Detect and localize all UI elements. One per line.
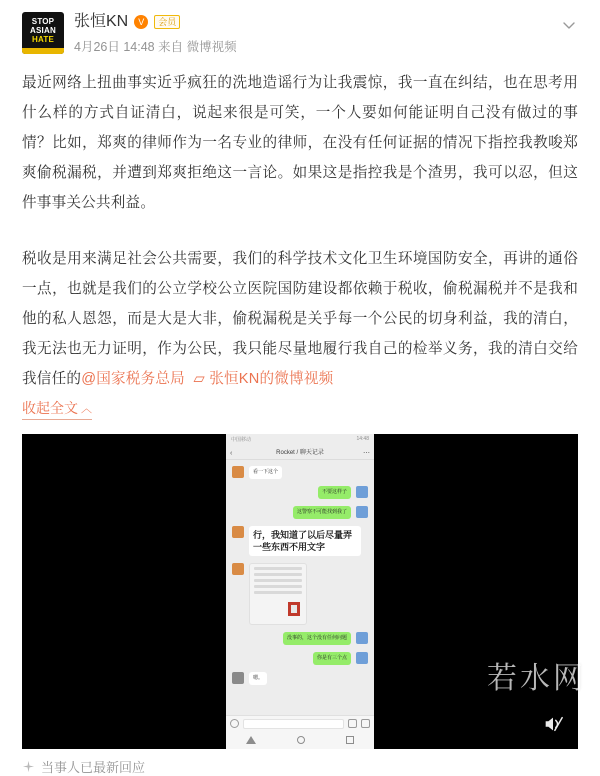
status-clock: 14:48 <box>356 436 369 442</box>
avatar-line-3: HATE <box>32 35 54 44</box>
header-text-block <box>74 10 578 55</box>
post-paragraph-1: 最近网络上扭曲事实近乎疯狂的洗地造谣行为让我震惊，我一直在纠结，也在思考用什么样的方式自证清白，说起来很是可笑，一个人要如何能证明自己没有做过的事情？比如，郑爽的律师作为一名专业的律师，在没有任何证据的情况下指控我教唆郑爽偷税漏税，并遭到郑爽拒绝这一言论。如果这是指控我是个渣男，我可以忍，但这件事事关公共利益。 <box>22 75 578 211</box>
chevron-up-icon: ︿ <box>81 403 92 415</box>
nav-home-circle-icon[interactable] <box>297 736 305 744</box>
plus-square-icon[interactable] <box>361 719 370 728</box>
club-badge[interactable]: 会员 <box>154 15 180 29</box>
topic-label: 张恒KN的微博视频 <box>209 371 334 387</box>
nav-recents-square-icon[interactable] <box>346 736 354 744</box>
verified-v-icon[interactable]: V <box>134 15 148 29</box>
chat-title: Rocket / 聊天记录 <box>276 450 324 456</box>
sound-off-icon[interactable] <box>542 713 564 735</box>
chat-message-row <box>232 486 368 499</box>
sparkle-icon <box>22 760 35 773</box>
post-source-prefix: 来自 <box>158 40 184 54</box>
topic-link[interactable] <box>193 371 333 387</box>
chat-message-row <box>232 563 368 625</box>
avatar[interactable] <box>22 12 64 54</box>
chat-bubble: 这警察不可能找到我了 <box>293 506 351 519</box>
video-player[interactable] <box>22 434 578 749</box>
image-line <box>254 585 302 588</box>
avatar <box>356 506 368 518</box>
more-dots-icon[interactable]: ⋯ <box>363 450 370 457</box>
chat-bubble-image[interactable] <box>249 563 307 625</box>
phone-status-bar <box>226 434 374 446</box>
image-line <box>254 579 302 582</box>
chat-message-row <box>232 672 368 685</box>
chat-bubble: 嗯。 <box>249 672 267 685</box>
image-line <box>254 573 302 576</box>
avatar <box>232 526 244 538</box>
chat-bubble: 你是有三个点 <box>313 652 351 665</box>
post-date: 4月26日 14:48 <box>74 40 155 54</box>
chat-title-bar <box>226 446 374 460</box>
post-meta <box>74 39 578 55</box>
author-row <box>74 11 578 33</box>
avatar <box>232 466 244 478</box>
post-source-name[interactable]: 微博视频 <box>186 40 237 54</box>
chat-message-list <box>226 460 374 715</box>
chat-bubble: 看一下这个 <box>249 466 282 479</box>
avatar <box>356 486 368 498</box>
footer-label: 当事人已最新回应 <box>41 760 146 775</box>
chevron-down-icon[interactable] <box>560 16 578 34</box>
collapse-label: 收起全文 <box>22 400 78 416</box>
paragraph-spacer <box>22 218 578 244</box>
watermark: 若水网 <box>487 662 586 695</box>
video-topic-icon: ▱ <box>193 370 205 387</box>
video-frame-content <box>226 434 374 749</box>
avatar-line-2: ASIAN <box>30 26 56 35</box>
back-arrow-icon[interactable]: ‹ <box>230 450 233 457</box>
avatar <box>232 672 244 684</box>
post-header <box>22 10 578 62</box>
avatar <box>232 563 244 575</box>
status-carrier: 中国移动 <box>231 437 252 443</box>
emoji-square-icon[interactable] <box>348 719 357 728</box>
chat-input-bar[interactable] <box>226 715 374 731</box>
chat-bubble-highlighted: 行，我知道了以后尽量弄一些东西不用文字 <box>249 526 361 556</box>
image-line <box>254 567 302 570</box>
avatar <box>356 652 368 664</box>
image-stamp <box>288 602 300 616</box>
image-line <box>254 591 302 594</box>
chat-bubble: 不要这样子 <box>318 486 351 499</box>
post-paragraph-2 <box>22 244 578 394</box>
post-content <box>22 68 578 394</box>
avatar <box>356 632 368 644</box>
collapse-full-text-button[interactable] <box>22 398 92 420</box>
chat-message-row <box>232 466 368 479</box>
chat-input[interactable] <box>243 719 344 729</box>
chat-message-row <box>232 632 368 645</box>
nav-back-triangle-icon[interactable] <box>246 736 256 744</box>
chat-bubble: 没事的，这个没有任何问题 <box>283 632 351 645</box>
phone-nav-bar <box>226 731 374 749</box>
mention-link[interactable]: @国家税务总局 <box>81 371 185 387</box>
chat-message-row <box>232 652 368 665</box>
avatar-stripe <box>22 48 64 54</box>
post-paragraph-2-text: 税收是用来满足社会公共需要，我们的科学技术文化卫生环境国防安全，再讲的通俗一点，也就是我们的公立学校公立医院国防建设都依赖于税收，偷税漏税并不是我和他的私人恩怨，而是大是大非，偷税漏税是关乎每一个公民的切身利益，我的清白，我无法也无力证明，作为公民，我只能尽量地履行我自己的检举义务，我的清白交给我信任的 <box>22 251 578 387</box>
chat-message-row <box>232 506 368 519</box>
post-footer[interactable] <box>22 757 578 776</box>
voice-circle-icon[interactable] <box>230 719 239 728</box>
author-name[interactable]: 张恒KN <box>74 13 129 30</box>
avatar-line-1: STOP <box>31 17 55 26</box>
chat-message-row <box>232 526 368 556</box>
